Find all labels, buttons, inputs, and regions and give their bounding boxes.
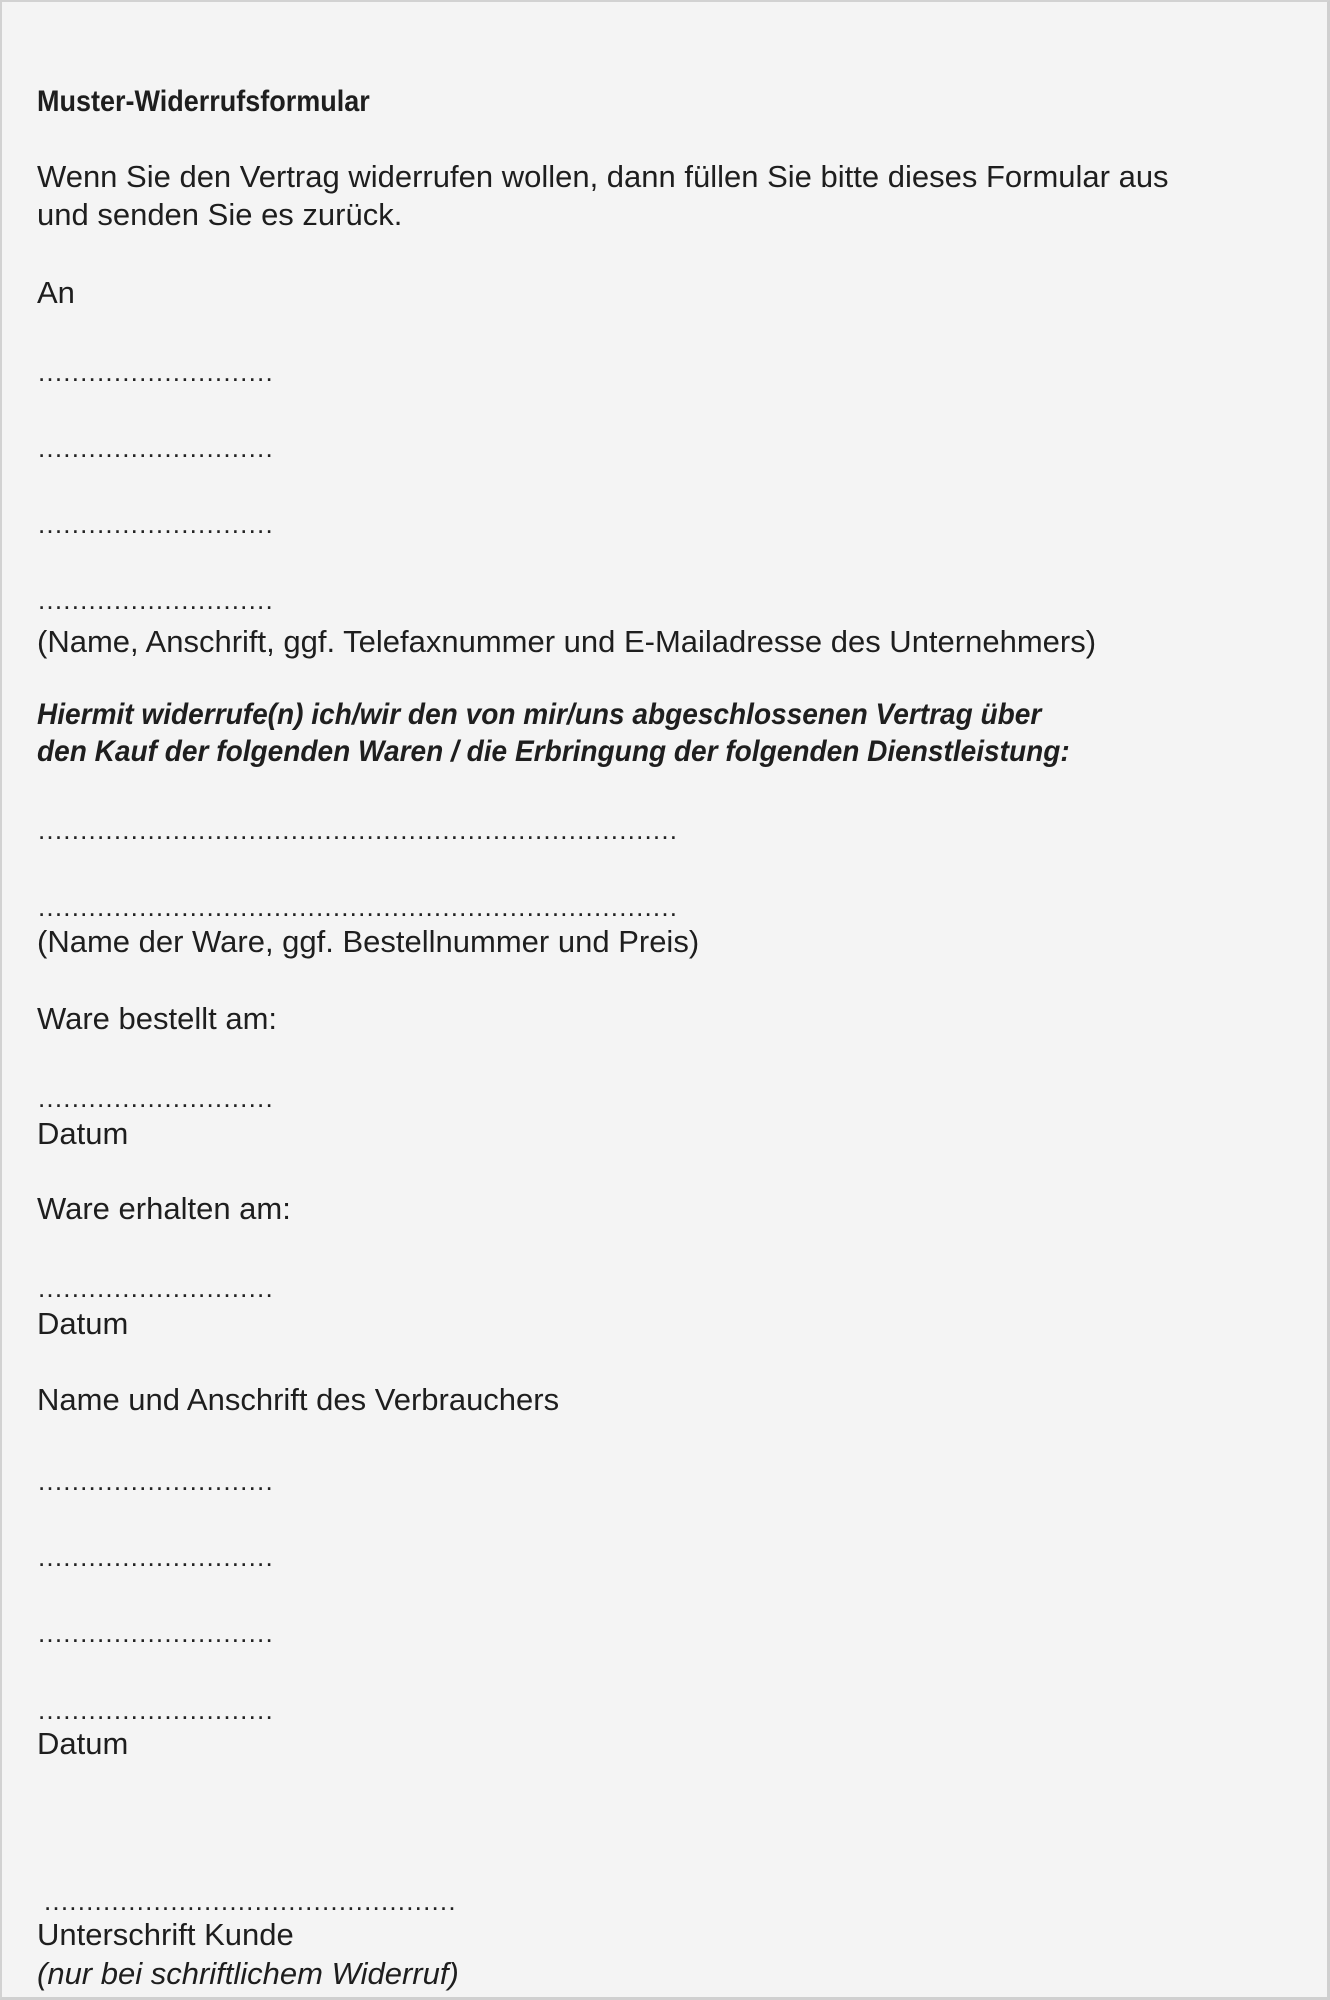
signature-note: (nur bei schriftlichem Widerruf): [37, 1956, 459, 1991]
consumer-blank-3[interactable]: ............................: [38, 1618, 274, 1648]
received-label: Ware erhalten am:: [37, 1191, 291, 1226]
consumer-label: Name und Anschrift des Verbrauchers: [37, 1382, 560, 1417]
received-date-caption: Datum: [37, 1306, 129, 1341]
received-date-blank[interactable]: ............................: [38, 1273, 274, 1303]
goods-blank-1[interactable]: ............................................................................: [38, 815, 679, 845]
intro-line-1: Wenn Sie den Vertrag widerrufen wollen, dann füllen Sie bitte dieses Formular aus: [37, 159, 1169, 194]
recipient-caption: (Name, Anschrift, ggf. Telefaxnummer und E-Mailadresse des Unternehmers): [37, 624, 1097, 659]
signature-blank[interactable]: .................................................: [44, 1886, 457, 1916]
recipient-blank-2[interactable]: ............................: [38, 433, 274, 463]
goods-caption: (Name der Ware, ggf. Bestellnummer und Preis): [37, 924, 700, 959]
declaration-line-1: Hiermit widerrufe(n) ich/wir den von mir/uns abgeschlossenen Vertrag über: [37, 698, 1042, 731]
signature-label: Unterschrift Kunde: [37, 1917, 294, 1952]
recipient-label: An: [37, 275, 75, 310]
goods-blank-2[interactable]: ............................................................................: [38, 892, 679, 922]
recipient-blank-4[interactable]: ............................: [38, 585, 274, 615]
ordered-date-caption: Datum: [37, 1116, 129, 1151]
recipient-blank-3[interactable]: ............................: [38, 509, 274, 539]
document-title: Muster-Widerrufsformular: [37, 85, 370, 118]
consumer-blank-4[interactable]: ............................: [38, 1695, 274, 1725]
consumer-blank-1[interactable]: ............................: [38, 1466, 274, 1496]
consumer-date-caption: Datum: [37, 1726, 129, 1761]
recipient-blank-1[interactable]: ............................: [38, 357, 274, 387]
consumer-blank-2[interactable]: ............................: [38, 1542, 274, 1572]
ordered-date-blank[interactable]: ............................: [38, 1083, 274, 1113]
intro-line-2: und senden Sie es zurück.: [37, 197, 403, 232]
declaration-line-2: den Kauf der folgenden Waren / die Erbringung der folgenden Dienstleistung:: [37, 735, 1070, 768]
ordered-label: Ware bestellt am:: [37, 1001, 278, 1036]
